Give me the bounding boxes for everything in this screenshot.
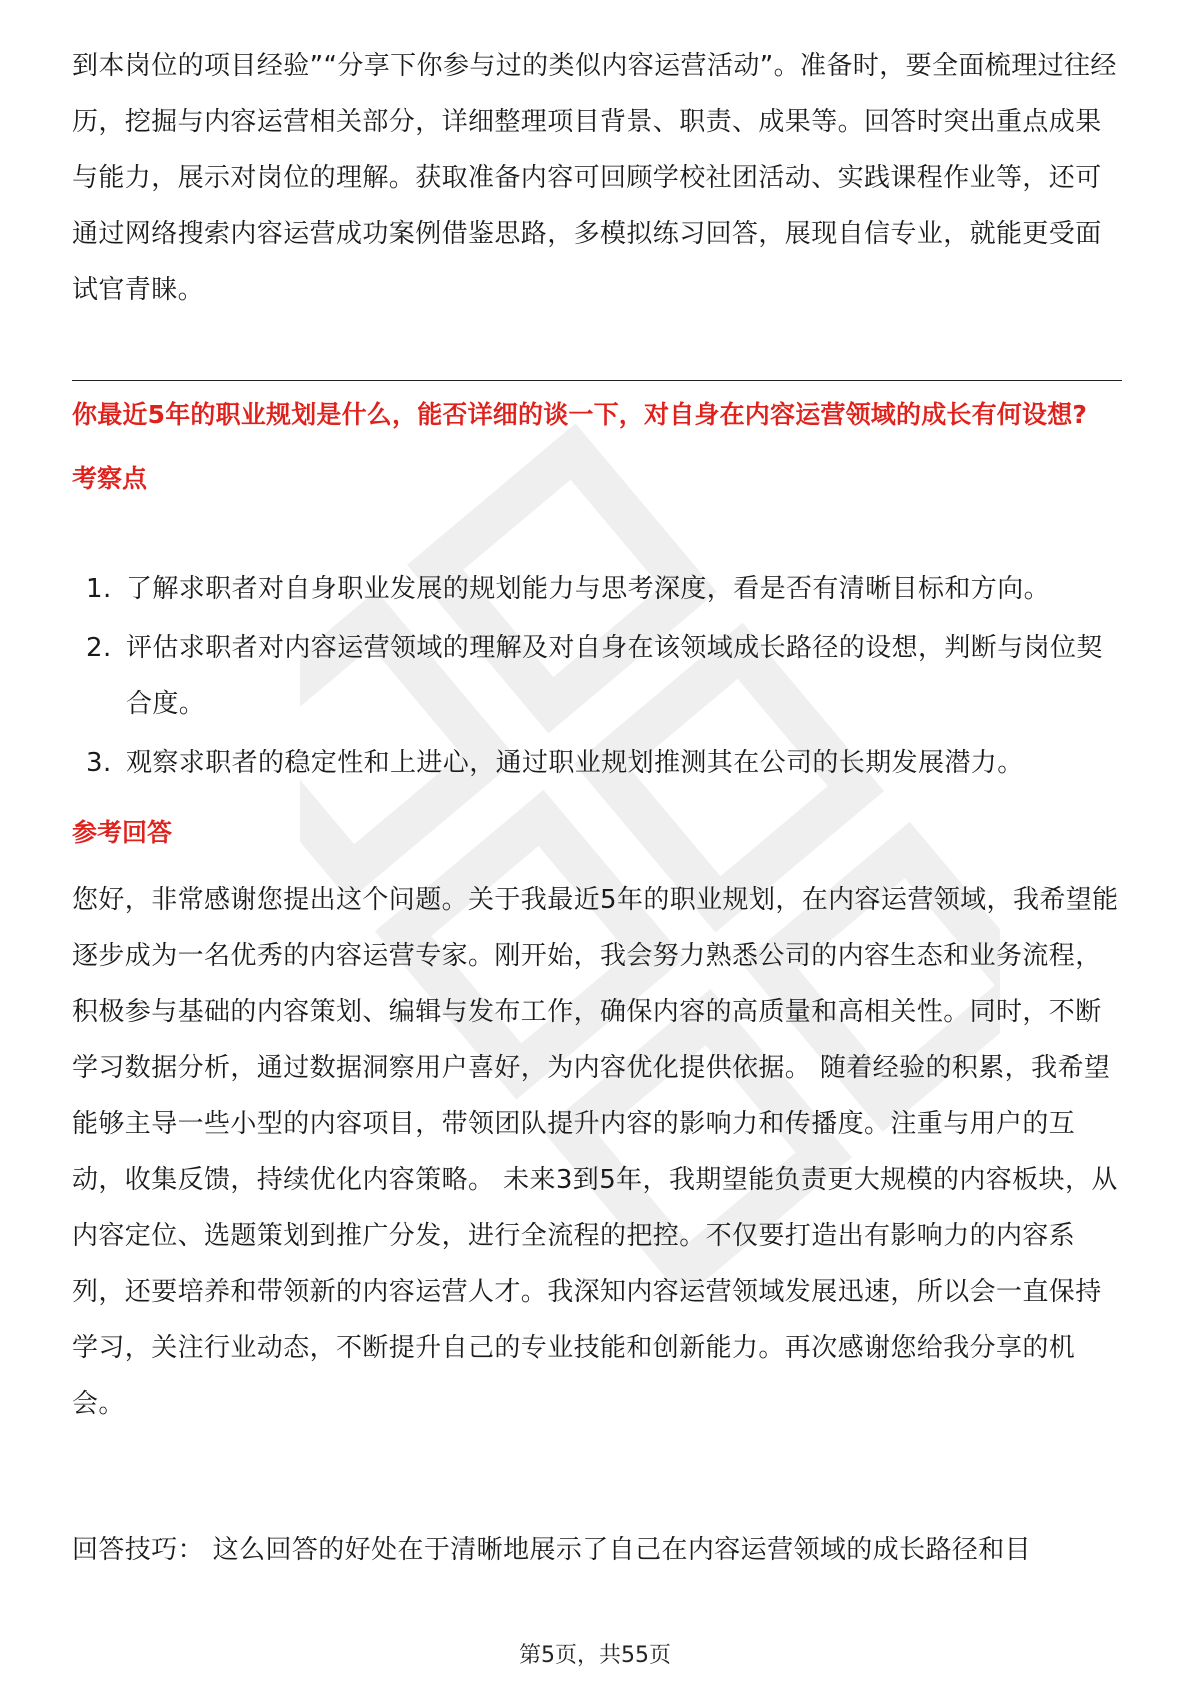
list-item [72, 561, 1122, 617]
page-number-footer: 第5页，共55页 [519, 1643, 671, 1668]
inspection-list [72, 561, 1122, 794]
reference-heading: 参考回答 [72, 818, 173, 847]
list-item [72, 735, 1122, 791]
list-item [72, 620, 1122, 732]
interview-question: 你最近5年的职业规划是什么，能否详细的谈一下，对自身在内容运营领域的成长有何设想? [72, 400, 1088, 429]
section-divider [72, 380, 1122, 381]
list-item-number: 2. [86, 633, 112, 663]
list-item-text: 评估求职者对内容运营领域的理解及对自身在该领域成长路径的设想，判断与岗位契合度。 [126, 633, 1103, 719]
list-item-number: 3. [86, 748, 112, 778]
inspection-heading: 考察点 [72, 464, 148, 493]
reference-answer: 您好，非常感谢您提出这个问题。关于我最近5年的职业规划，在内容运营领域，我希望能逐步成为一名优秀的内容运营专家。刚开始，我会努力熟悉公司的内容生态和业务流程，积极参与基础的内容策划、编辑与发布工作，确保内容的高质量和高相关性。同时，不断学习数据分析，通过数据洞察用户喜好，为内容优化提供依据。 随着经验的积累，我希望能够主导一些小型的内容项目，带领团队提升内容的影响力和传播度。注重与用户的互动，收集反馈，持续优化内容策略。 未来3到5年，我期望能负责更大规模的内容板块，从内容定位、选题策划到推广分发，进行全流程的把控。不仅要打造出有影响力的内容系列，还要培养和带领新的内容运营人才。我深知内容运营领域发展迅速，所以会一直保持学习，关注行业动态，不断提升自己的专业技能和创新能力。再次感谢您给我分享的机会。 [72, 885, 1119, 1419]
answer-tips: 回答技巧： 这么回答的好处在于清晰地展示了自己在内容运营领域的成长路径和目 [72, 1535, 1032, 1565]
list-item-text: 观察求职者的稳定性和上进心，通过职业规划推测其在公司的长期发展潜力。 [126, 748, 1024, 778]
intro-paragraph: 到本岗位的项目经验”“分享下你参与过的类似内容运营活动”。准备时，要全面梳理过往经历，挖掘与内容运营相关部分，详细整理项目背景、职责、成果等。回答时突出重点成果与能力，展示对岗位的理解。获取准备内容可回顾学校社团活动、实践课程作业等，还可通过网络搜索内容运营成功案例借鉴思路，多模拟练习回答，展现自信专业，就能更受面试官青睐。 [72, 51, 1117, 305]
list-item-text: 了解求职者对自身职业发展的规划能力与思考深度，看是否有清晰目标和方向。 [126, 574, 1051, 604]
list-item-number: 1. [86, 574, 112, 604]
